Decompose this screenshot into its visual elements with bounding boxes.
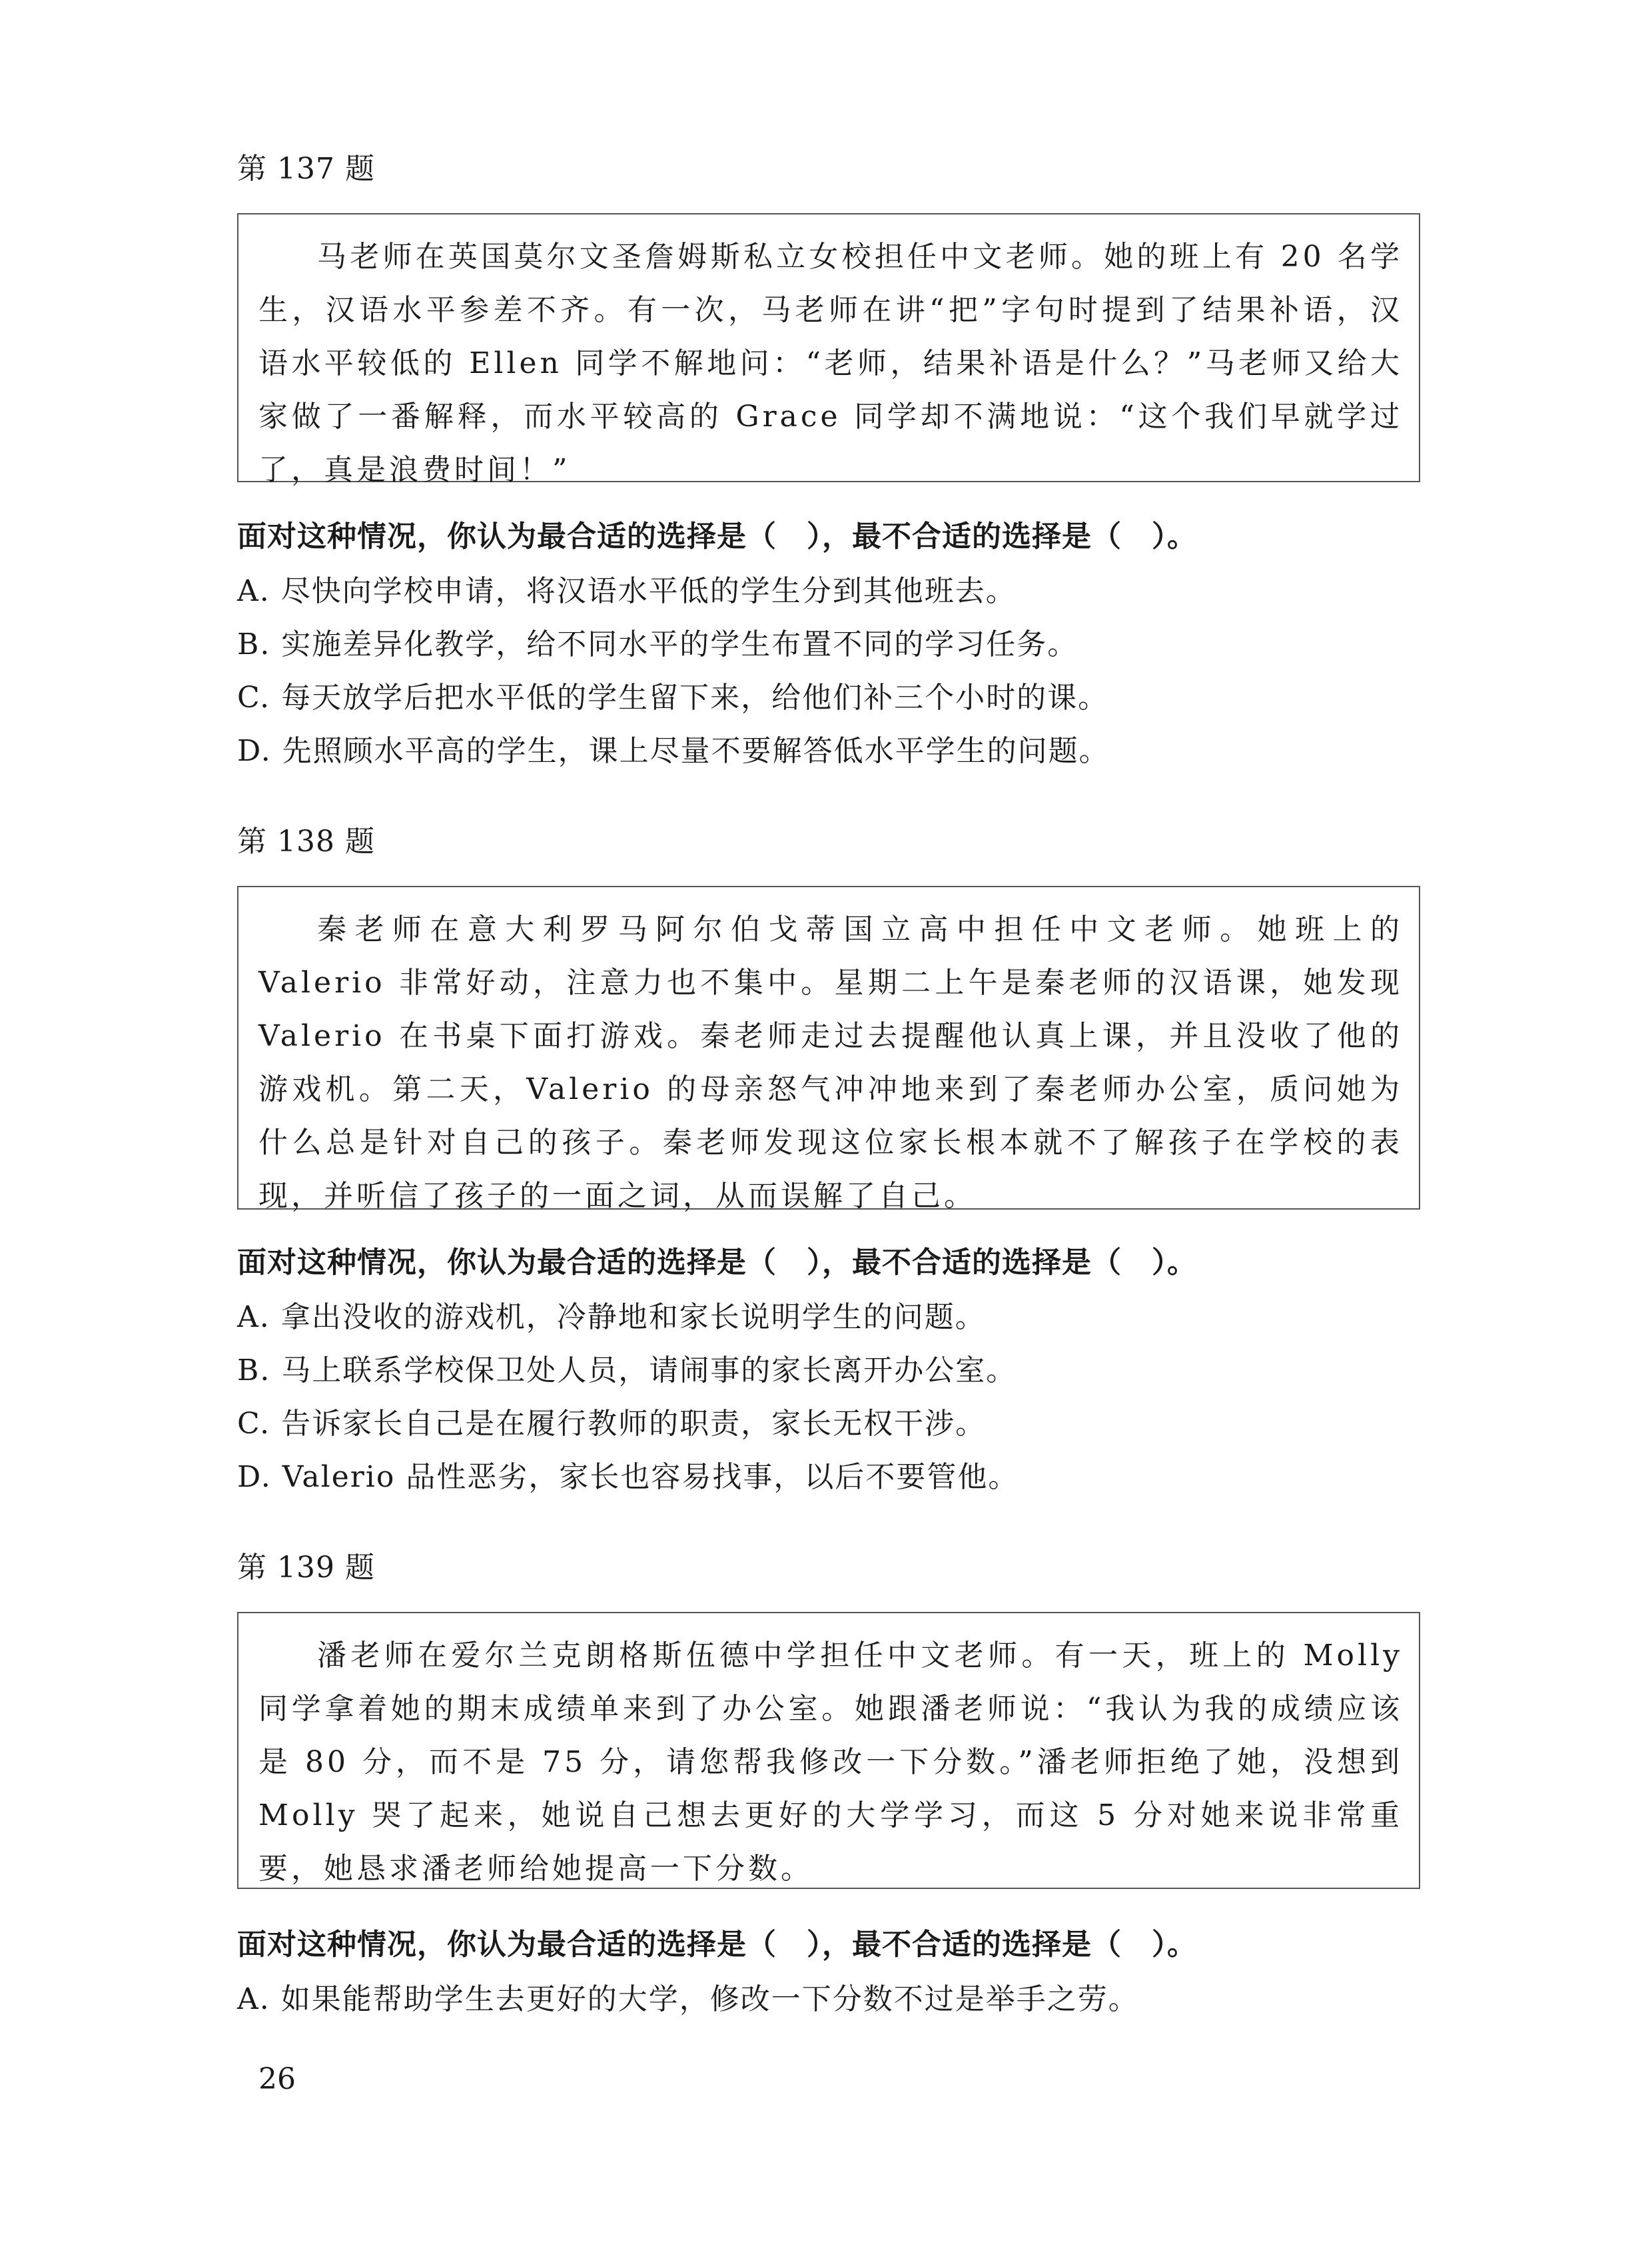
question-137-passage: 马老师在英国莫尔文圣詹姆斯私立女校担任中文老师。她的班上有 20 名学生，汉语水平参差不齐。有一次，马老师在讲“把”字句时提到了结果补语，汉语水平较低的 Ellen 同学不解地问：“老师，结果补语是什么？”马老师又给大家做了一番解释，而水平较高的 Grace 同学却不满地说：“这个我们早就学过了，真是浪费时间！” [237,213,1420,482]
question-139-option-a: A. 如果能帮助学生去更好的大学，修改一下分数不过是举手之劳。 [237,1982,1139,2016]
question-138-title: 第 138 题 [237,825,375,859]
page-number: 26 [258,2062,296,2096]
question-137-option-d: D. 先照顾水平高的学生，课上尽量不要解答低水平学生的问题。 [237,734,1110,768]
question-137-option-a: A. 尽快向学校申请，将汉语水平低的学生分到其他班去。 [237,574,1017,608]
question-137-option-c: C. 每天放学后把水平低的学生留下来，给他们补三个小时的课。 [237,681,1109,715]
question-139-prompt: 面对这种情况，你认为最合适的选择是（ ），最不合适的选择是（ ）。 [237,1928,1197,1962]
question-138-option-b: B. 马上联系学校保卫处人员，请闹事的家长离开办公室。 [237,1353,1017,1387]
question-138-passage: 秦老师在意大利罗马阿尔伯戈蒂国立高中担任中文老师。她班上的 Valerio 非常好动，注意力也不集中。星期二上午是秦老师的汉语课，她发现 Valerio 在书桌下面打游戏。秦老师走过去提醒他认真上课，并且没收了他的游戏机。第二天，Valerio 的母亲怒气冲冲地来到了秦老师办公室，质问她为什么总是针对自己的孩子。秦老师发现这位家长根本就不了解孩子在学校的表现，并听信了孩子的一面之词，从而误解了自己。 [237,886,1420,1210]
question-138-options [237,1291,1019,1504]
question-137-option-b: B. 实施差异化教学，给不同水平的学生布置不同的学习任务。 [237,627,1078,661]
question-137-options [237,565,1110,778]
question-138-prompt: 面对这种情况，你认为最合适的选择是（ ），最不合适的选择是（ ）。 [237,1246,1197,1280]
question-139-passage: 潘老师在爱尔兰克朗格斯伍德中学担任中文老师。有一天，班上的 Molly 同学拿着她的期末成绩单来到了办公室。她跟潘老师说：“我认为我的成绩应该是 80 分，而不是 75 分，请您帮我修改一下分数。”潘老师拒绝了她，没想到 Molly 哭了起来，她说自己想去更好的大学学习，而这 5 分对她来说非常重要，她恳求潘老师给她提高一下分数。 [237,1612,1420,1889]
question-138-option-d: D. Valerio 品性恶劣，家长也容易找事，以后不要管他。 [237,1460,1019,1494]
question-138-option-c: C. 告诉家长自己是在履行教师的职责，家长无权干涉。 [237,1407,987,1441]
question-137-title: 第 137 题 [237,152,375,186]
question-138-option-a: A. 拿出没收的游戏机，冷静地和家长说明学生的问题。 [237,1300,986,1334]
question-137-prompt: 面对这种情况，你认为最合适的选择是（ ），最不合适的选择是（ ）。 [237,520,1197,554]
question-139-options [237,1973,1139,2026]
question-139-title: 第 139 题 [237,1551,375,1585]
